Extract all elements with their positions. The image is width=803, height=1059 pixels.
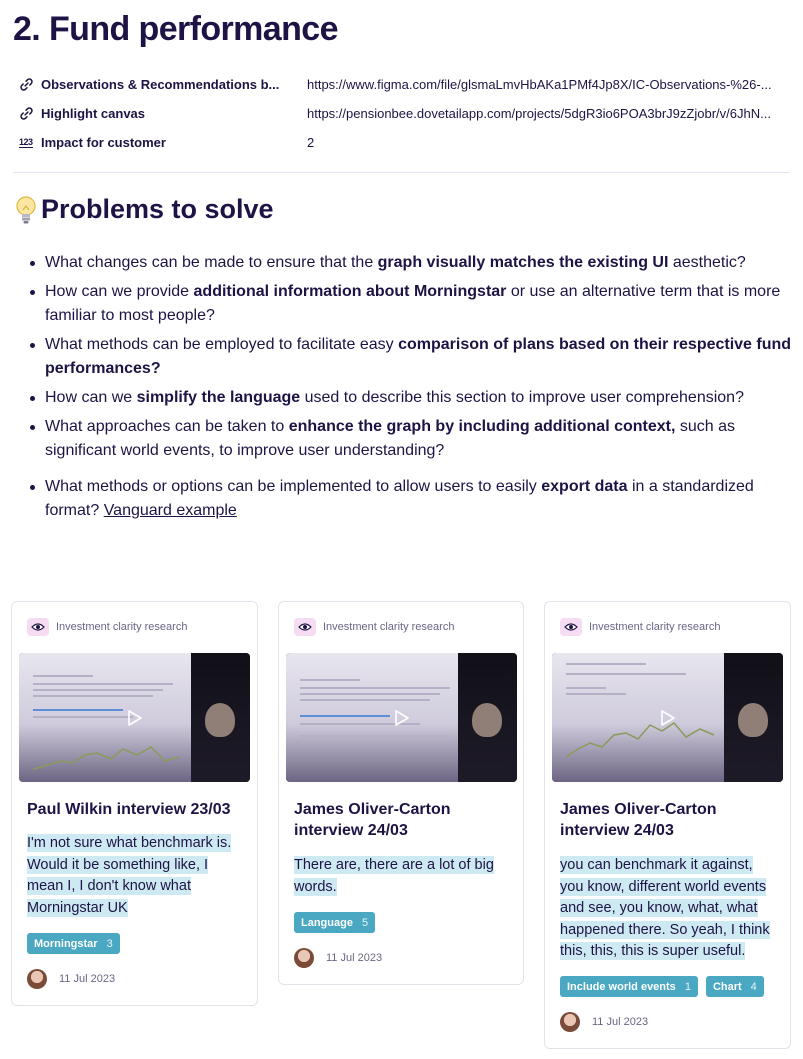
- tag-chart[interactable]: Chart 4: [706, 976, 764, 997]
- property-row[interactable]: [13, 128, 790, 157]
- eye-icon: [27, 618, 49, 636]
- property-name: Impact for customer: [41, 135, 166, 150]
- card-quote: There are, there are a lot of big words.: [294, 857, 494, 895]
- card-tags: [560, 976, 764, 997]
- vanguard-example-link[interactable]: Vanguard example: [103, 502, 237, 519]
- card-date: 11 Jul 2023: [592, 1016, 649, 1028]
- number-icon-text: 123: [19, 136, 33, 147]
- card-source[interactable]: [27, 618, 187, 636]
- video-thumbnail[interactable]: [19, 653, 250, 782]
- property-link-value[interactable]: https://www.figma.com/file/glsmaLmvHbAKa1PMf4Jp8X/IC-Observations-%26-...: [307, 77, 772, 92]
- play-icon[interactable]: [660, 709, 676, 727]
- list-item: What methods can be employed to facilitate easy comparison of plans based on their respective fund performances?: [25, 333, 795, 381]
- property-name: Highlight canvas: [41, 106, 146, 121]
- card-title: James Oliver-Carton interview 24/03: [294, 801, 451, 839]
- card-date: 11 Jul 2023: [59, 973, 116, 985]
- participant-face: [205, 703, 235, 737]
- eye-icon: [560, 618, 582, 636]
- tag-language[interactable]: Language 5: [294, 912, 375, 933]
- avatar: [27, 969, 47, 989]
- card-source[interactable]: [560, 618, 720, 636]
- card-title: Paul Wilkin interview 23/03: [27, 801, 231, 818]
- list-item: How can we simplify the language used to describe this section to improve user comprehension?: [25, 386, 795, 410]
- card-title: James Oliver-Carton interview 24/03: [560, 801, 717, 839]
- tag-include-world-events[interactable]: Include world events 1: [560, 976, 698, 997]
- video-thumbnail[interactable]: [552, 653, 783, 782]
- divider: [13, 172, 790, 173]
- card-source-label: Investment clarity research: [589, 621, 721, 633]
- card-meta: [560, 1012, 648, 1032]
- property-name: Observations & Recommendations b...: [41, 77, 280, 92]
- card-tags: [27, 933, 120, 954]
- thumbnail-webcam: [191, 653, 250, 782]
- card-tags: [294, 912, 375, 933]
- list-item: What approaches can be taken to enhance the graph by including additional context, such as significant world events, to improve user understanding?: [25, 415, 795, 463]
- problems-list: [25, 251, 795, 528]
- highlight-card[interactable]: [11, 601, 258, 1006]
- list-item: What methods or options can be implemented to allow users to easily export data in a standardized format? Vanguard example: [25, 475, 795, 523]
- lightbulb-icon: [13, 195, 39, 225]
- play-icon[interactable]: [127, 709, 143, 727]
- property-number-value[interactable]: 2: [307, 135, 315, 150]
- avatar: [294, 948, 314, 968]
- card-quote: you can benchmark it against, you know, different world events and see, you know, what, what happened there. So yeah, I think this, this, this is super useful.: [560, 857, 770, 959]
- card-source-label: Investment clarity research: [56, 621, 188, 633]
- thumbnail-screen: [286, 653, 458, 782]
- property-link-value[interactable]: https://pensionbee.dovetailapp.com/projects/5dgR3io6POA3brJ9zZjobr/v/6JhN...: [307, 106, 771, 121]
- card-quote: I'm not sure what benchmark is. Would it be something like, I mean I, I don't know what Morningstar UK: [27, 835, 232, 916]
- thumbnail-screen: [19, 653, 191, 782]
- highlight-card[interactable]: [544, 601, 791, 1049]
- tag-morningstar[interactable]: Morningstar 3: [27, 933, 120, 954]
- play-icon[interactable]: [394, 709, 410, 727]
- problems-heading-text: Problems to solve: [41, 194, 274, 224]
- card-source[interactable]: [294, 618, 454, 636]
- eye-icon: [294, 618, 316, 636]
- page-title: 2. Fund performance: [13, 10, 338, 48]
- avatar: [560, 1012, 580, 1032]
- card-meta: [294, 948, 382, 968]
- link-icon: [13, 77, 41, 92]
- list-item: What changes can be made to ensure that the graph visually matches the existing UI aesthetic?: [25, 251, 795, 275]
- participant-face: [738, 703, 768, 737]
- properties-table: [13, 70, 790, 157]
- participant-face: [472, 703, 502, 737]
- card-date: 11 Jul 2023: [326, 952, 383, 964]
- property-row[interactable]: [13, 99, 790, 128]
- thumbnail-webcam: [458, 653, 517, 782]
- thumbnail-screen: [552, 653, 724, 782]
- card-source-label: Investment clarity research: [323, 621, 455, 633]
- link-icon: [13, 106, 41, 121]
- list-item: How can we provide additional information about Morningstar or use an alternative term that is more familiar to most people?: [25, 280, 795, 328]
- video-thumbnail[interactable]: [286, 653, 517, 782]
- highlight-card[interactable]: [278, 601, 524, 985]
- problems-heading: [13, 194, 274, 225]
- property-row[interactable]: [13, 70, 790, 99]
- thumbnail-webcam: [724, 653, 783, 782]
- number-icon: [13, 138, 41, 148]
- card-meta: [27, 969, 115, 989]
